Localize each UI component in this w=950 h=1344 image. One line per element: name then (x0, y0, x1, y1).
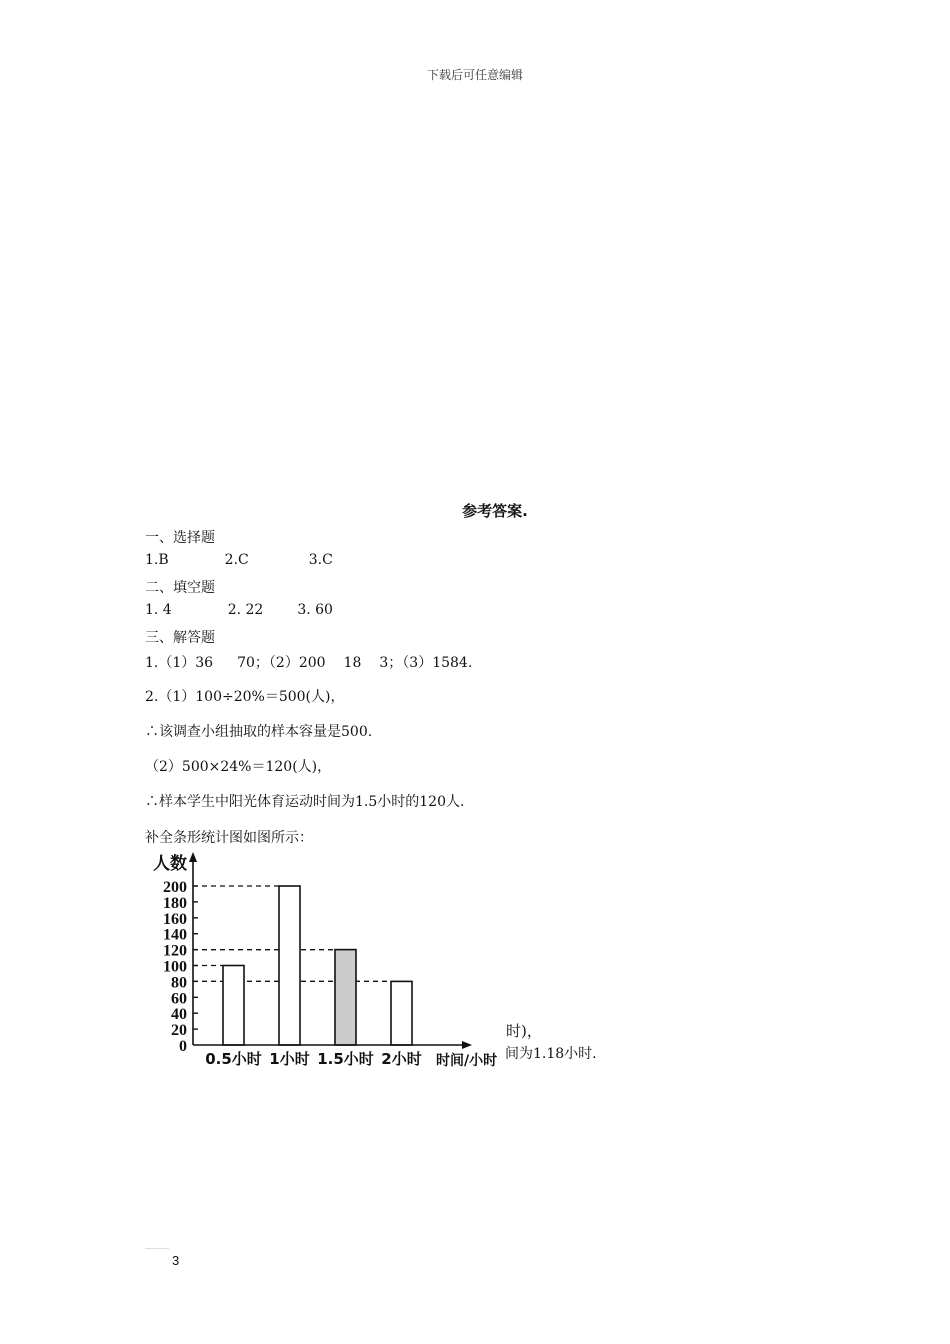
fill-answer-2: 2. 22 (227, 602, 264, 618)
x-category-label: 1小时 (269, 1050, 310, 1068)
y-tick-label: 200 (163, 879, 187, 896)
section-fill-blank: 二、填空题 (145, 580, 215, 596)
y-tick-label: 140 (163, 926, 187, 944)
mc-answer-1: 1.B (145, 552, 169, 568)
x-axis-title: 时间/小时 (436, 1053, 498, 1069)
mc-answer-2: 2.C (224, 552, 249, 568)
page-header: 下载后可任意编辑 (426, 68, 523, 82)
q2-line-5: 补全条形统计图如图所示： (145, 830, 313, 846)
y-tick-label: 60 (171, 990, 187, 1008)
q1-part-d: 3；（3）1584. (379, 655, 473, 671)
y-tick-label: 20 (171, 1022, 187, 1040)
x-category-label: 2小时 (381, 1050, 422, 1068)
bar-3 (335, 950, 356, 1045)
x-axis-arrow (462, 1041, 472, 1049)
overflow-text-2: 间为1.18小时. (505, 1046, 597, 1062)
overflow-text-1: 时)， (506, 1022, 542, 1040)
fill-answers (145, 602, 333, 618)
section-solutions: 三、解答题 (145, 630, 215, 646)
q1-part-b: 70；（2）200 (237, 655, 326, 671)
bar-chart-svg (145, 848, 507, 1070)
mc-answer-3: 3.C (308, 552, 333, 568)
q1-answer (145, 652, 472, 672)
y-axis-arrow (189, 852, 197, 862)
bar-chart (145, 848, 507, 1070)
q2-line-1: 2.（1）100÷20%＝500(人)， (145, 689, 345, 705)
x-category-label: 0.5小时 (205, 1050, 262, 1068)
q2-line-2: ∴该调查小组抽取的样本容量是500. (145, 724, 373, 740)
answer-title: 参考答案. (462, 502, 528, 520)
bar-4 (391, 981, 412, 1045)
section-multiple-choice: 一、选择题 (145, 530, 215, 546)
y-axis-title: 人数 (153, 854, 187, 874)
q1-part-a: 1.（1）36 (145, 655, 214, 671)
bar-2 (279, 886, 300, 1045)
q2-line-4: ∴样本学生中阳光体育运动时间为1.5小时的120人. (145, 794, 465, 810)
mc-answers (145, 552, 333, 568)
q1-part-c: 18 (343, 655, 362, 671)
y-tick-label: 180 (163, 894, 187, 912)
fill-answer-3: 3. 60 (297, 602, 333, 618)
y-tick-label: 80 (171, 974, 187, 992)
x-category-label: 1.5小时 (317, 1050, 374, 1068)
y-tick-label: 120 (163, 942, 187, 960)
q2-line-3: （2）500×24%＝120(人)， (145, 759, 332, 775)
page-number: 3 (172, 1253, 180, 1268)
footer-rule (145, 1248, 169, 1249)
y-tick-label: 0 (179, 1038, 187, 1055)
y-tick-label: 160 (163, 910, 187, 928)
y-tick-label: 100 (163, 958, 187, 976)
bar-1 (223, 966, 244, 1046)
y-tick-label: 40 (171, 1006, 187, 1024)
fill-answer-1: 1. 4 (145, 602, 172, 618)
